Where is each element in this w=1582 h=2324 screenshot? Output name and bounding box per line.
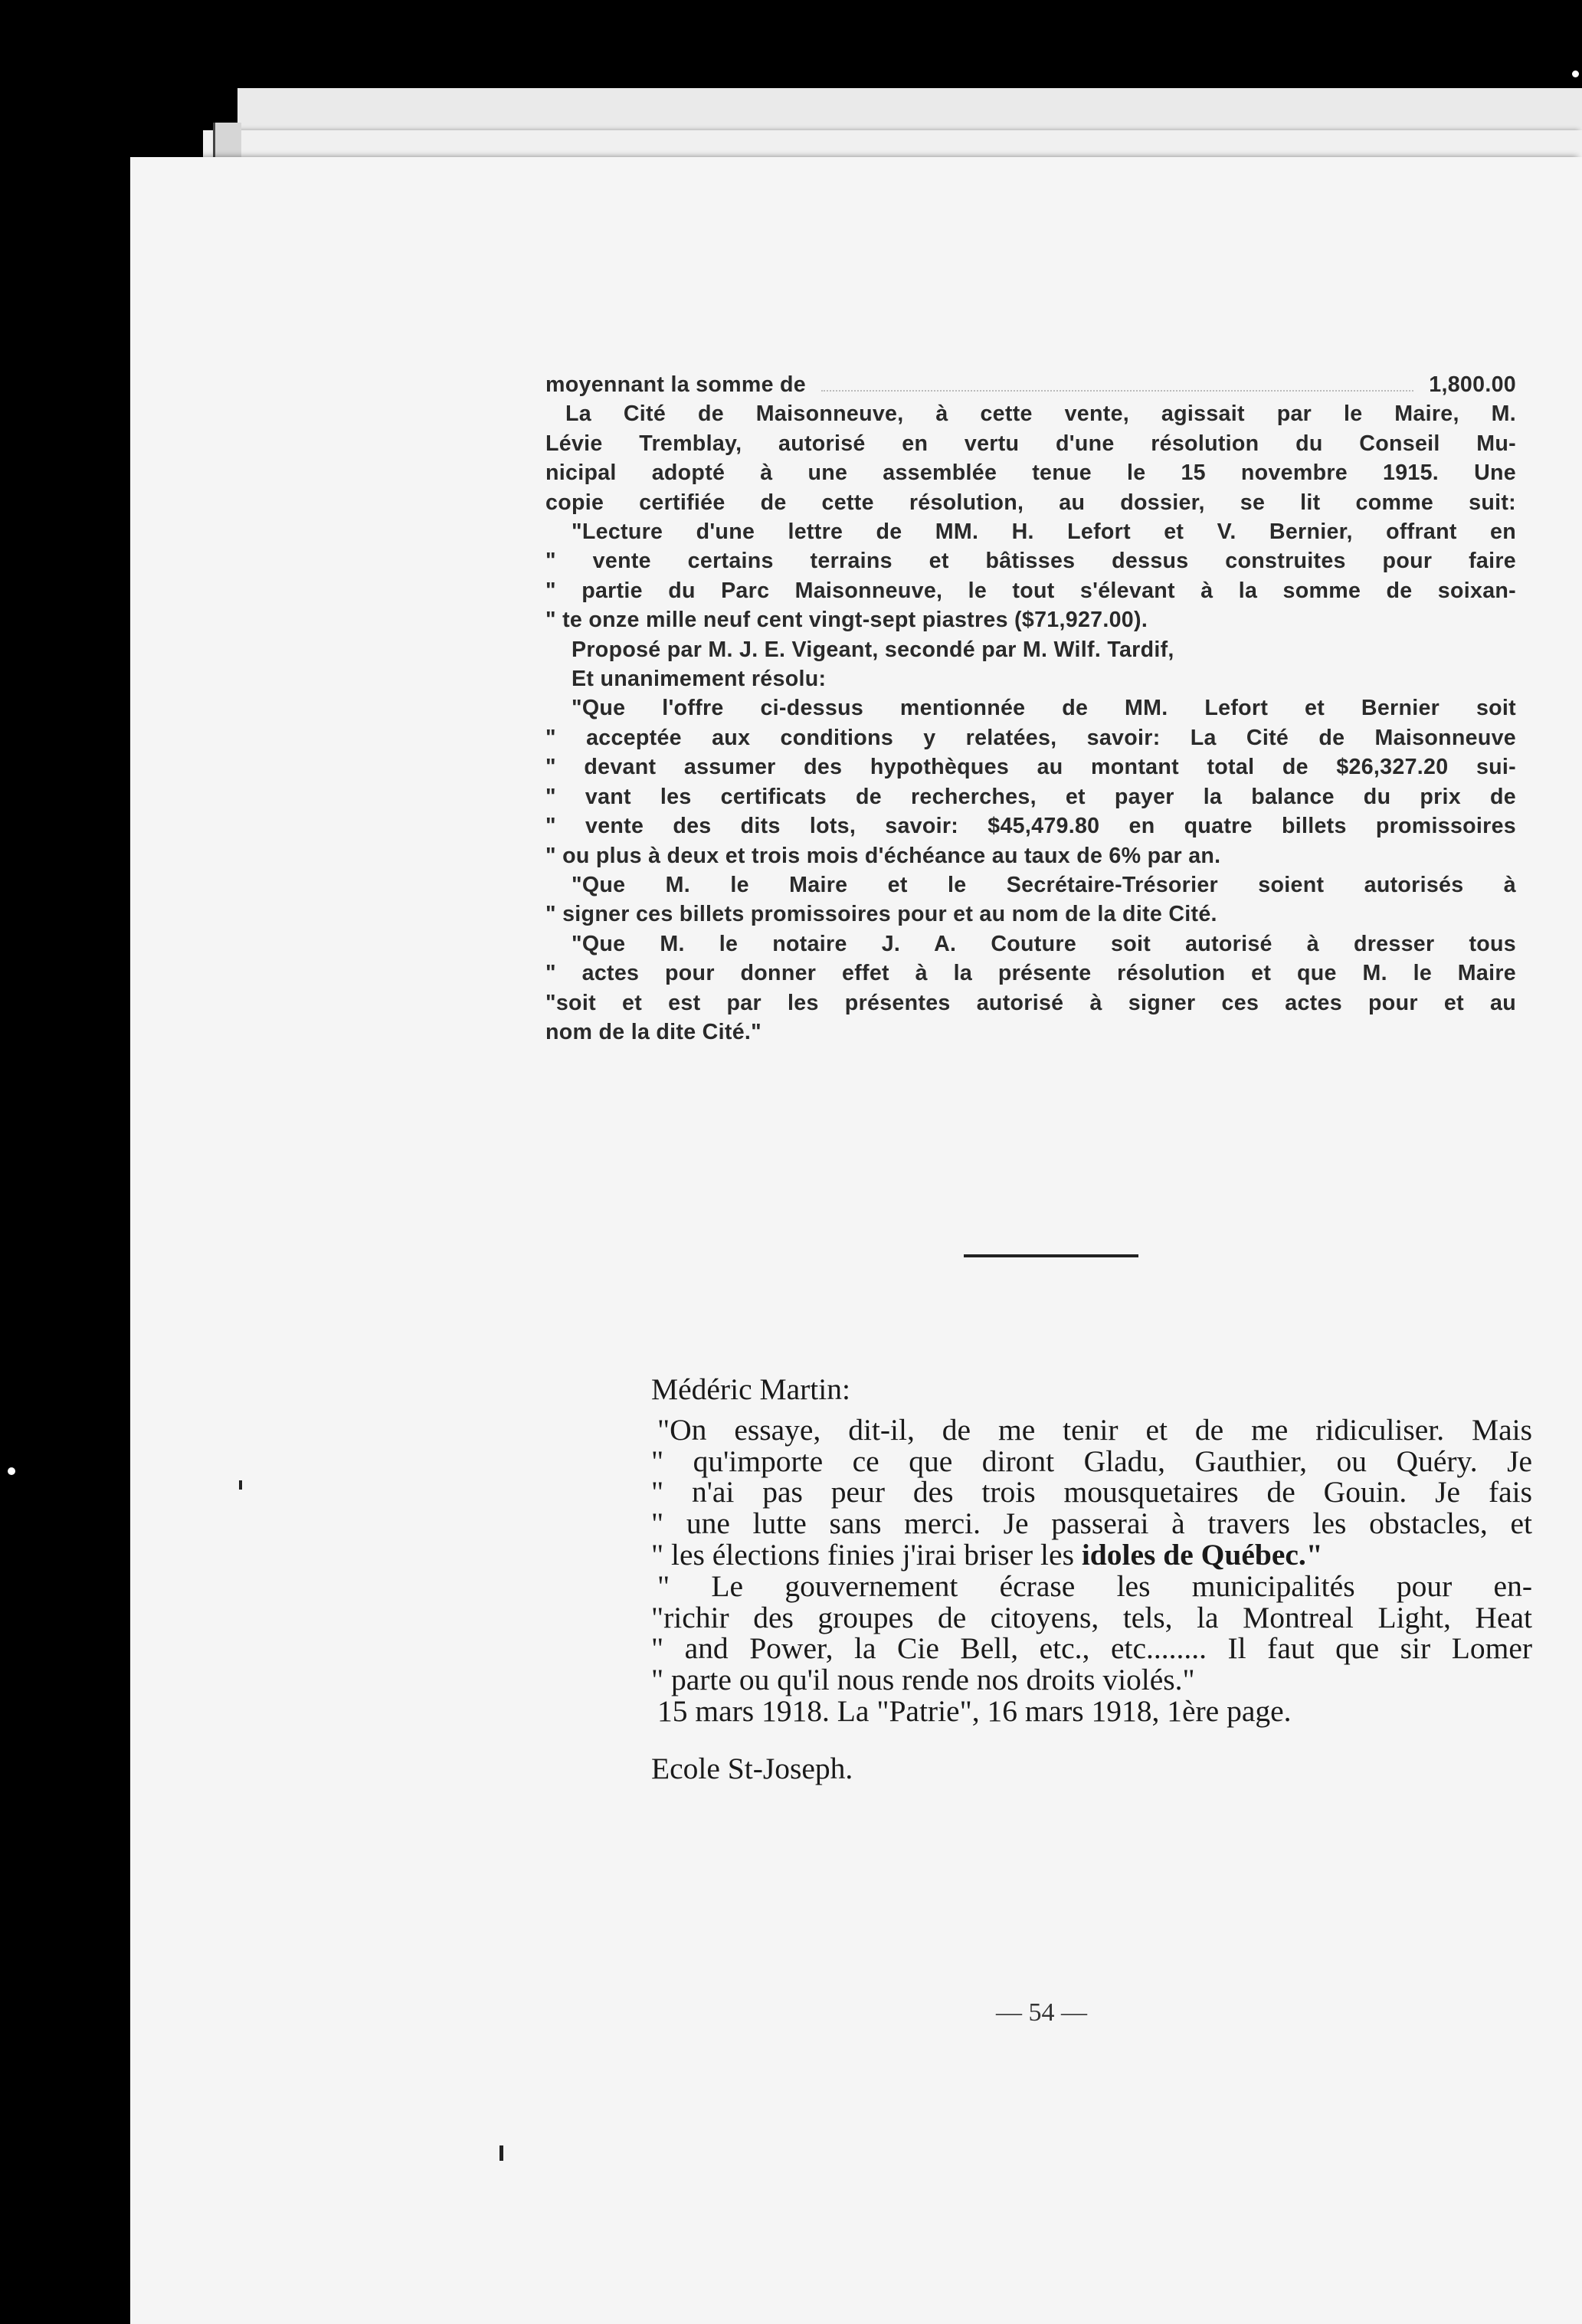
- quote-author: Médéric Martin:: [651, 1372, 850, 1406]
- school-name: Ecole St-Joseph.: [651, 1751, 853, 1785]
- text-line: " partie du Parc Maisonneuve, le tout s'élevant à la somme de soixan-: [545, 578, 1516, 603]
- text-line: " signer ces billets promissoires pour et au nom de la dite Cité.: [545, 902, 1217, 927]
- text-line: nicipal adopté à une assemblée tenue le 15 novembre 1915. Une: [545, 461, 1516, 486]
- quote-line: " parte ou qu'il nous rende nos droits violés.": [651, 1663, 1195, 1697]
- page-clip: [213, 123, 241, 157]
- amount-line: [545, 370, 1516, 399]
- quote-line: " and Power, la Cie Bell, etc., etc........ Il faut que sir Lomer: [651, 1631, 1532, 1666]
- text-line: "Que l'offre ci-dessus mentionnée de MM. Lefort et Bernier soit: [572, 696, 1516, 721]
- quote-line: "richir des groupes de citoyens, tels, la Montreal Light, Heat: [651, 1600, 1532, 1634]
- quote-line: " une lutte sans merci. Je passerai à travers les obstacles, et: [651, 1506, 1532, 1541]
- text-line: " devant assumer des hypothèques au montant total de $26,327.20 sui-: [545, 755, 1516, 780]
- text-line: "Lecture d'une lettre de MM. H. Lefort et V. Bernier, offrant en: [572, 520, 1516, 545]
- quote-line: [651, 1539, 1532, 1571]
- quote-line: " n'ai pas peur des trois mousquetaires de Gouin. Je fais: [651, 1475, 1532, 1509]
- quote-emphasis: idoles de Québec.": [1081, 1537, 1323, 1572]
- quote-source: 15 mars 1918. La "Patrie", 16 mars 1918, 1ère page.: [657, 1693, 1292, 1728]
- text-line: "Que M. le notaire J. A. Couture soit autorisé à dresser tous: [572, 931, 1516, 956]
- text-line: Proposé par M. J. E. Vigeant, secondé par M. Wilf. Tardif,: [572, 637, 1174, 662]
- stray-mark: [499, 2145, 503, 2161]
- quote-line: "On essaye, dit-il, de me tenir et de me ridiculiser. Mais: [657, 1412, 1532, 1447]
- text-line: Et unanimement résolu:: [572, 667, 827, 692]
- dot-leader: [821, 370, 1413, 392]
- film-speck: [1572, 70, 1579, 77]
- text-line: " vente des dits lots, savoir: $45,479.80 en quatre billets promissoires: [545, 814, 1516, 839]
- page-number: — 54 —: [996, 1998, 1087, 2027]
- section-divider: [964, 1254, 1138, 1257]
- film-speck: [8, 1467, 15, 1475]
- resolution-text: [545, 370, 1516, 1047]
- text-line: " vente certains terrains et bâtisses dessus construites pour faire: [545, 549, 1516, 574]
- text-line: copie certifiée de cette résolution, au dossier, se lit comme suit:: [545, 490, 1516, 515]
- quote-section: [651, 1374, 1532, 1785]
- text-line: " vant les certificats de recherches, et payer la balance du prix de: [545, 784, 1516, 809]
- text-line: "Que M. le Maire et le Secrétaire-Trésorier soient autorisés à: [572, 872, 1516, 897]
- text-line: " acceptée aux conditions y relatées, savoir: La Cité de Maisonneuve: [545, 725, 1516, 750]
- amount-value: 1,800.00: [1429, 372, 1516, 397]
- text-line: "soit et est par les présentes autorisé à signer ces actes pour et au: [545, 990, 1516, 1015]
- amount-label: moyennant la somme de: [545, 372, 806, 397]
- quote-text: " les élections finies j'irai briser les: [651, 1537, 1082, 1572]
- text-line: " te onze mille neuf cent vingt-sept piastres ($71,927.00).: [545, 608, 1148, 633]
- text-line: La Cité de Maisonneuve, à cette vente, agissait par le Maire, M.: [565, 402, 1516, 427]
- text-line: nom de la dite Cité.": [545, 1019, 762, 1044]
- quote-line: " Le gouvernement écrase les municipalités pour en-: [657, 1568, 1532, 1603]
- quote-line: " qu'importe ce que diront Gladu, Gauthier, ou Quéry. Je: [651, 1444, 1532, 1478]
- stray-mark: [239, 1480, 242, 1490]
- text-line: Lévie Tremblay, autorisé en vertu d'une résolution du Conseil Mu-: [545, 431, 1516, 456]
- text-line: " actes pour donner effet à la présente résolution et que M. le Maire: [545, 961, 1516, 986]
- text-line: " ou plus à deux et trois mois d'échéance au taux de 6% par an.: [545, 843, 1221, 868]
